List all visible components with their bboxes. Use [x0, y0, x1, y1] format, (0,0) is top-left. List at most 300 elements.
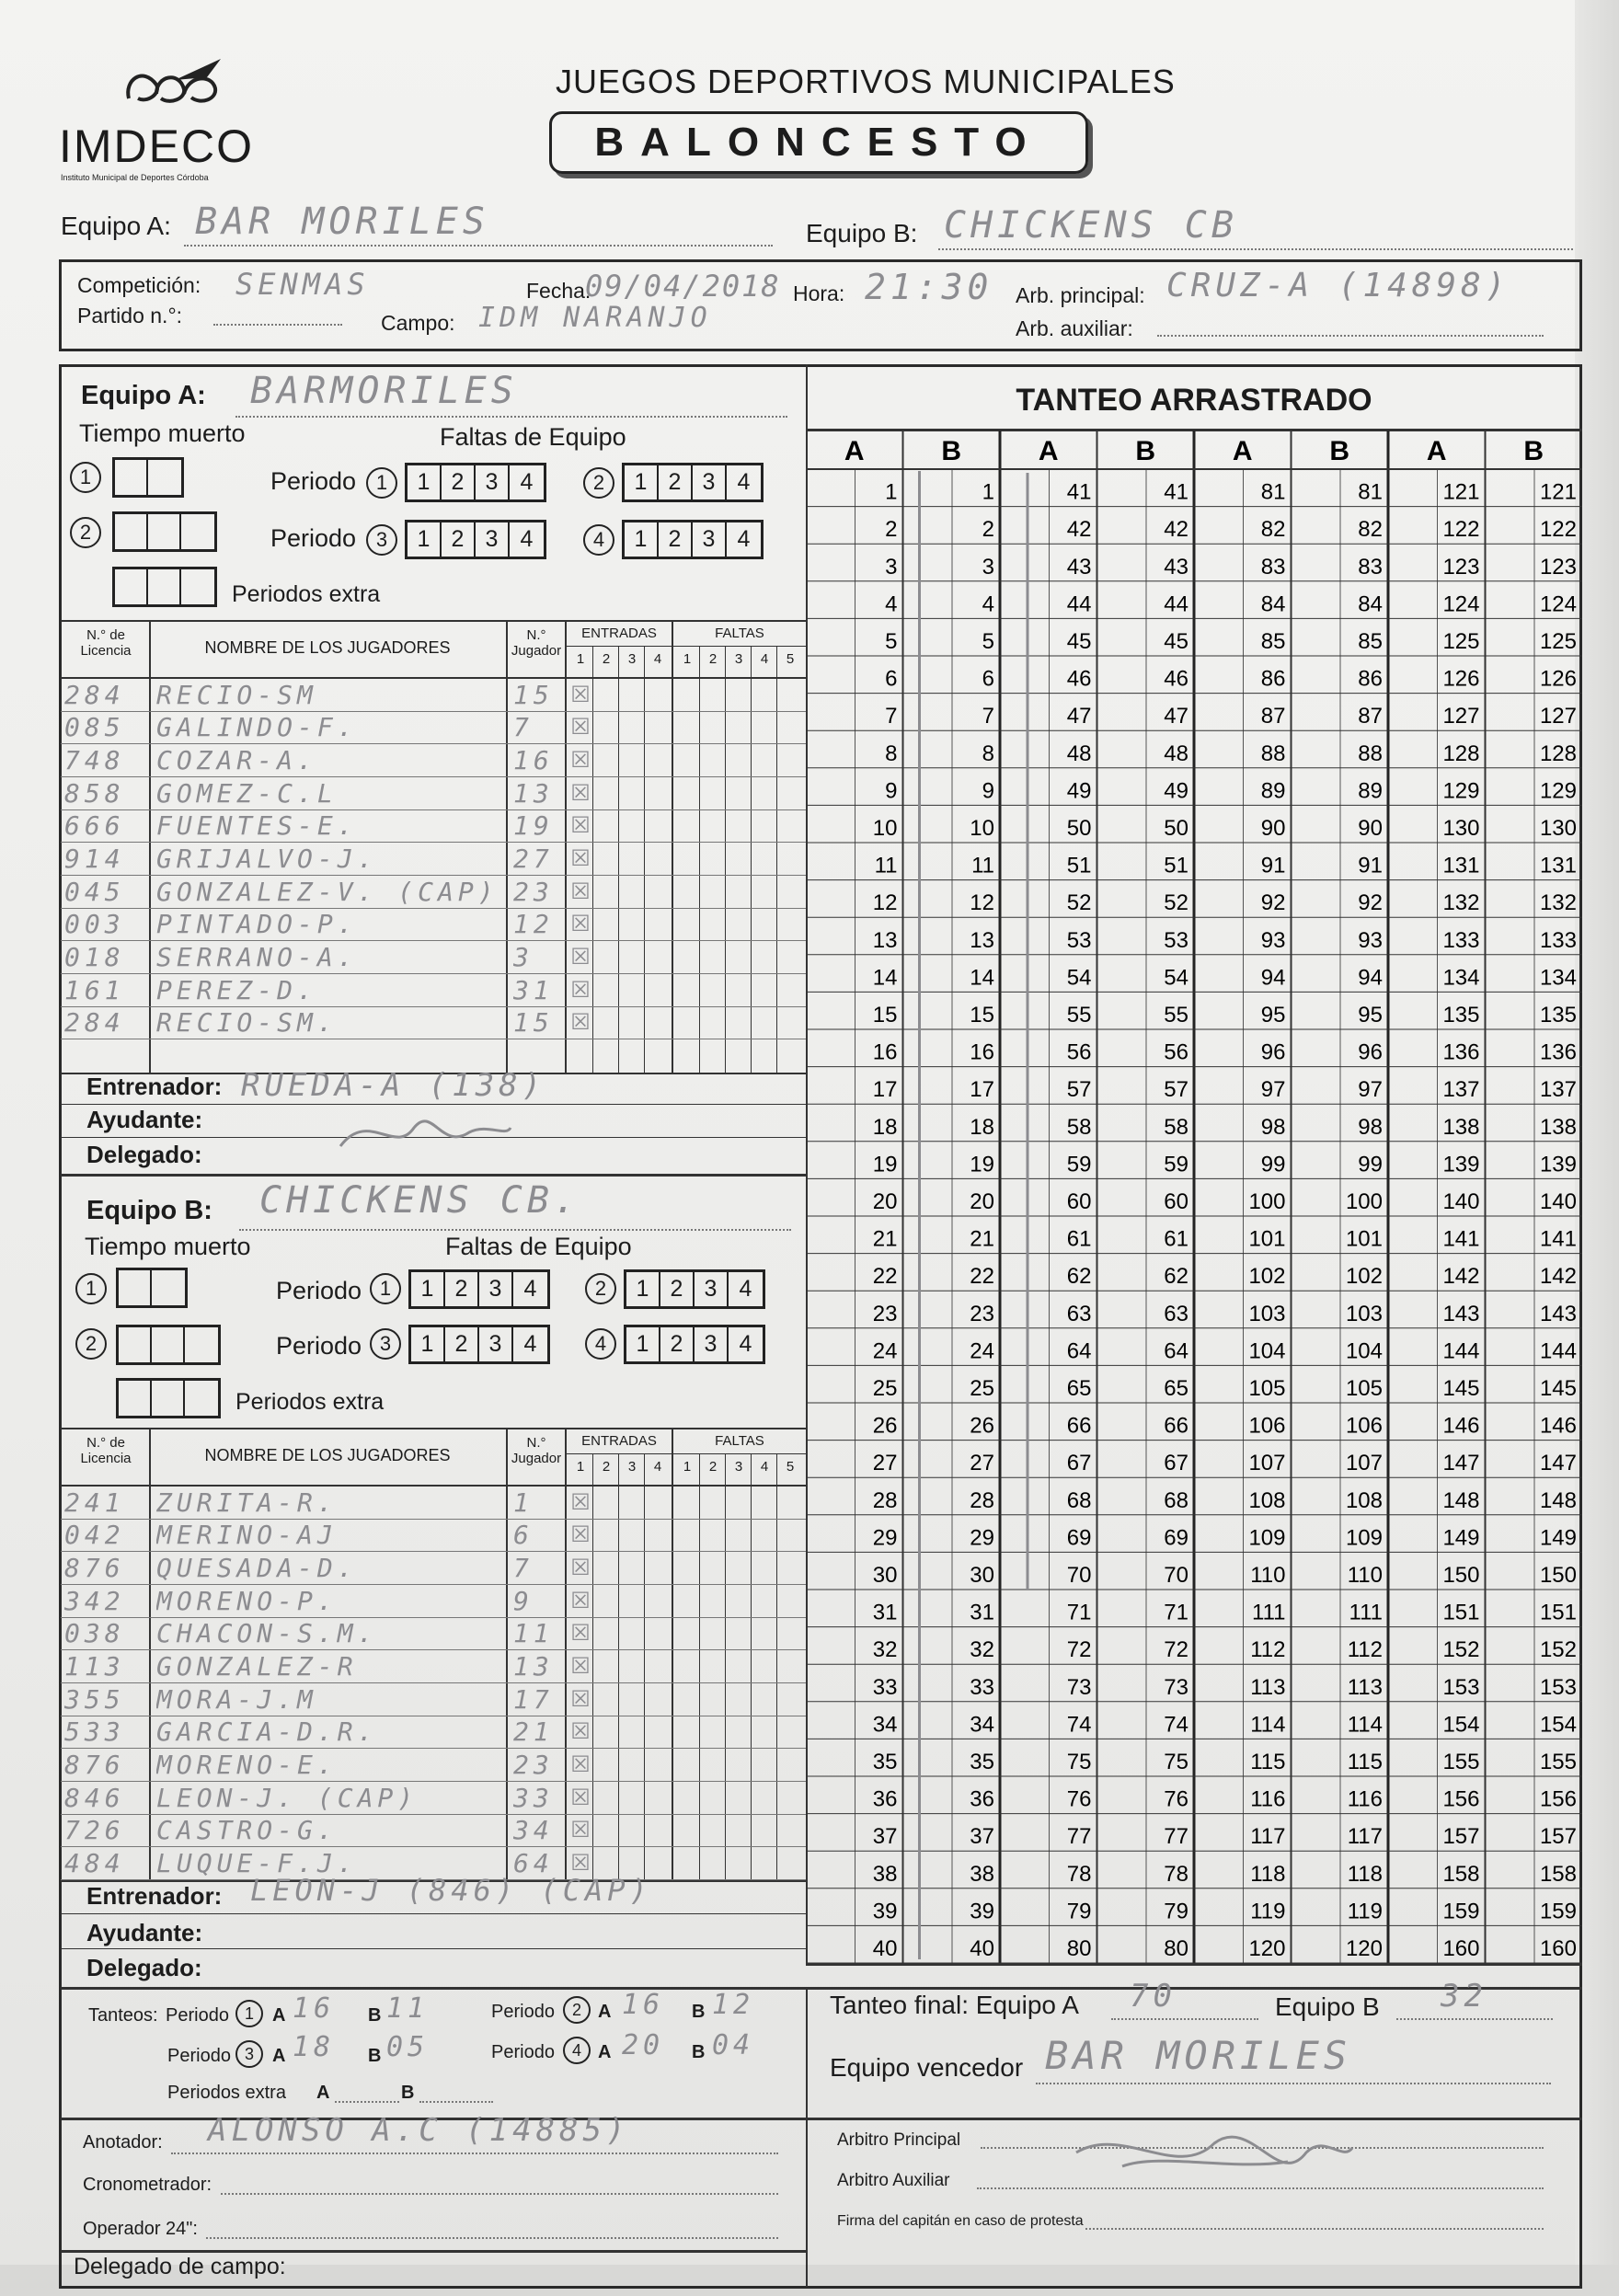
license: 018 [64, 942, 125, 973]
running-score-number-b: 149 [1539, 1525, 1577, 1551]
player-name: FUENTES-E. [156, 810, 358, 842]
running-score-number-b: 107 [1345, 1451, 1383, 1476]
p4-marker: 4 [563, 2037, 591, 2064]
running-score-number-b: 101 [1345, 1226, 1383, 1252]
running-score-number-a: 15 [872, 1003, 898, 1027]
player-number: 13 [513, 1651, 554, 1682]
license: 284 [64, 1007, 125, 1039]
table-row [61, 1552, 806, 1585]
running-score-number-a: 132 [1442, 890, 1480, 916]
foul-col-header: 4 [760, 651, 769, 667]
license: 666 [64, 810, 125, 842]
running-score-number-b: 38 [970, 1861, 994, 1887]
entry-mark: ☒ [570, 1752, 591, 1778]
running-score-number-a: 147 [1442, 1451, 1480, 1476]
delegate-b-label: Delegado: [86, 1954, 202, 1981]
running-score-number-b: 154 [1539, 1712, 1577, 1738]
extra-b-line [419, 2101, 493, 2103]
operator-label: Operador 24": [83, 2219, 198, 2239]
player-name: RECIO-SM. [156, 1007, 338, 1039]
running-score-number-a: 138 [1442, 1114, 1480, 1140]
table-row [61, 1618, 806, 1651]
running-score-number-b: 103 [1345, 1301, 1383, 1326]
running-score-number-b: 113 [1347, 1674, 1383, 1700]
running-score-number-b: 136 [1539, 1039, 1577, 1065]
running-score-number-b: 5 [982, 629, 994, 654]
main-referee-label: Arb. principal: [1016, 283, 1145, 307]
team-b-line [938, 248, 1573, 250]
running-score-number-b: 91 [1358, 853, 1383, 878]
running-score-number-a: 126 [1442, 666, 1480, 692]
running-score-number-b: 56 [1164, 1039, 1188, 1065]
running-score-number-b: 157 [1539, 1824, 1577, 1850]
entry-mark: ☒ [570, 1010, 591, 1036]
extra-periods-label: Periodos extra [167, 2083, 286, 2103]
timeout-half1-marker-a: 1 [70, 462, 101, 493]
player-name: GARCIA-D.R. [156, 1716, 378, 1748]
running-score-number-a: 91 [1260, 853, 1286, 878]
player-number: 27 [513, 844, 554, 875]
captain-sig-label: Firma del capitán en caso de protesta [837, 2213, 1084, 2229]
running-score-number-a: 82 [1260, 517, 1286, 543]
running-score-number-a: 121 [1442, 479, 1480, 505]
running-score-number-a: 139 [1442, 1152, 1480, 1177]
player-number: 11 [513, 1618, 554, 1649]
running-score-number-a: 159 [1442, 1899, 1480, 1924]
running-score-number-a: 125 [1442, 629, 1480, 654]
license: 284 [64, 679, 125, 710]
running-score-number-a: 71 [1066, 1600, 1092, 1625]
p4-a-score: 20 [622, 2029, 665, 2061]
running-score-number-a: 106 [1248, 1413, 1286, 1439]
running-score-number-b: 95 [1358, 1003, 1383, 1027]
foul-col-header: 5 [786, 1459, 795, 1475]
period-1-marker-b: 1 [370, 1273, 401, 1304]
players-table-b [61, 1429, 806, 1880]
table-row [61, 712, 806, 745]
running-score-number-b: 118 [1347, 1861, 1383, 1887]
team-fouls-p2-a[interactable]: 1 2 3 4 [622, 463, 764, 502]
entry-mark: ☒ [570, 748, 591, 774]
team-fouls-p2-b[interactable]: 1 2 3 4 [624, 1269, 765, 1309]
running-score-number-a: 16 [872, 1039, 898, 1065]
running-score-number-b: 93 [1358, 927, 1383, 953]
running-score-number-a: 26 [872, 1413, 898, 1439]
running-score-number-a: 154 [1442, 1712, 1480, 1738]
running-score-number-b: 4 [982, 591, 994, 617]
license: 748 [64, 745, 125, 776]
player-number: 21 [513, 1716, 554, 1748]
number-header-a: N.° Jugador [511, 627, 562, 659]
player-name: MORENO-E. [156, 1750, 338, 1781]
running-score-number-b: 61 [1164, 1226, 1188, 1252]
entry-mark: ☒ [570, 1818, 591, 1843]
section-b-title: Equipo B: [86, 1196, 212, 1225]
team-fouls-p1-b[interactable]: 1 2 3 4 [408, 1269, 550, 1309]
running-score-number-b: 65 [1164, 1376, 1188, 1401]
running-score-number-b: 74 [1164, 1712, 1188, 1738]
player-name: ZURITA-R. [156, 1487, 338, 1518]
running-score-number-a: 3 [885, 554, 898, 580]
entry-mark: ☒ [570, 1522, 591, 1548]
running-score-number-b: 140 [1539, 1189, 1577, 1214]
running-score-number-a: 61 [1066, 1226, 1092, 1252]
running-score-number-a: 37 [872, 1824, 898, 1850]
final-score-label: Tanteo final: Equipo A [830, 1991, 1079, 2019]
entry-mark: ☒ [570, 1489, 591, 1515]
running-score-number-a: 140 [1442, 1189, 1480, 1214]
running-score-number-b: 34 [970, 1712, 994, 1738]
foul-col-header: 1 [683, 651, 692, 667]
running-score-number-a: 73 [1066, 1674, 1092, 1700]
running-col-a-header: A [1426, 436, 1447, 466]
assistant-b-line [61, 1948, 806, 1949]
running-score-number-a: 127 [1442, 704, 1480, 729]
foul-col-header: 2 [708, 651, 718, 667]
team-fouls-p1-a[interactable]: 1 2 3 4 [405, 463, 546, 502]
timeout-boxes-b1[interactable] [116, 1268, 188, 1308]
running-col-a-header: A [844, 436, 865, 466]
running-score-number-a: 102 [1248, 1264, 1286, 1290]
running-score-number-b: 78 [1164, 1861, 1188, 1887]
running-score-number-a: 18 [872, 1114, 898, 1140]
running-score-number-b: 119 [1347, 1899, 1383, 1924]
running-score-number-b: 159 [1539, 1899, 1577, 1924]
p3-a-label: A [272, 2046, 286, 2066]
logo-subtitle: Instituto Municipal de Deportes Córdoba [61, 173, 209, 182]
player-name: CHACON-S.M. [156, 1618, 378, 1649]
license: 003 [64, 909, 125, 940]
page-title: JUEGOS DEPORTIVOS MUNICIPALES [556, 63, 1176, 100]
running-score-number-b: 153 [1539, 1674, 1577, 1700]
player-name: LEON-J. (CAP) [156, 1782, 419, 1813]
section-a-name-line [235, 416, 787, 418]
entry-mark: ☒ [570, 945, 591, 970]
section-b-name-line [239, 1229, 791, 1231]
running-score-number-a: 48 [1066, 740, 1092, 766]
team-b-name: CHICKENS CB [944, 204, 1238, 247]
player-number: 34 [513, 1815, 554, 1846]
running-score-number-b: 148 [1539, 1487, 1577, 1513]
license: 241 [64, 1487, 125, 1518]
running-score-number-a: 122 [1442, 517, 1480, 543]
table-row [61, 1487, 806, 1520]
final-b-line [1396, 2018, 1553, 2020]
running-col-a-header: A [1232, 436, 1253, 466]
running-score-number-b: 10 [970, 816, 994, 841]
running-score-number-b: 97 [1358, 1077, 1383, 1103]
running-score-number-a: 146 [1442, 1413, 1480, 1439]
running-score-number-b: 158 [1539, 1861, 1577, 1887]
section-b-extra-label: Periodos extra [235, 1389, 385, 1415]
license: 858 [64, 777, 125, 809]
running-score-number-b: 116 [1347, 1786, 1383, 1812]
running-score-number-b: 141 [1539, 1226, 1577, 1252]
player-name: MORA-J.M [156, 1683, 317, 1715]
period-2-marker-b: 2 [585, 1273, 616, 1304]
running-score-number-b: 66 [1164, 1413, 1188, 1439]
timeout-boxes-b2[interactable] [116, 1325, 221, 1365]
running-score-number-a: 12 [872, 890, 898, 916]
license-header-a: N.° de Licencia [80, 627, 132, 659]
player-number: 64 [513, 1848, 554, 1879]
running-score-number-a: 20 [872, 1189, 898, 1214]
foul-col-header: 2 [708, 1459, 718, 1475]
running-score-number-b: 126 [1539, 666, 1577, 692]
running-score-number-a: 5 [885, 629, 898, 654]
section-a-extra-label: Periodos extra [232, 581, 381, 607]
p1-marker: 1 [235, 2000, 263, 2027]
running-score-number-b: 42 [1164, 517, 1188, 543]
running-score-number-a: 59 [1066, 1152, 1092, 1177]
running-score-number-a: 119 [1250, 1899, 1286, 1924]
running-score-number-a: 79 [1066, 1899, 1092, 1924]
running-score-number-b: 43 [1164, 554, 1188, 580]
entry-col-header: 3 [627, 651, 637, 667]
p3-b-score: 05 [386, 2031, 430, 2063]
running-score-number-b: 87 [1358, 704, 1383, 729]
running-score-number-a: 84 [1260, 591, 1286, 617]
running-score-number-a: 1 [885, 479, 898, 505]
running-score-number-a: 60 [1066, 1189, 1092, 1214]
running-score-number-a: 96 [1260, 1039, 1286, 1065]
running-score-number-b: 16 [970, 1039, 994, 1065]
player-number: 15 [513, 1007, 554, 1039]
running-score-number-b: 60 [1164, 1189, 1188, 1214]
running-score-number-a: 86 [1260, 666, 1286, 692]
running-score-number-b: 146 [1539, 1413, 1577, 1439]
running-score-number-b: 102 [1345, 1264, 1383, 1290]
license: 085 [64, 712, 125, 743]
assistant-a-label: Ayudante: [86, 1106, 203, 1133]
running-score-number-a: 68 [1066, 1487, 1092, 1513]
running-score-number-b: 133 [1539, 927, 1577, 953]
running-score-number-a: 152 [1442, 1637, 1480, 1663]
p1-a-score: 16 [293, 1992, 336, 2025]
foul-col-header: 5 [786, 651, 795, 667]
license: 113 [64, 1651, 125, 1682]
p1-b-label: B [368, 2005, 382, 2026]
player-number: 33 [513, 1782, 554, 1813]
running-score-number-a: 55 [1066, 1003, 1092, 1027]
running-score-number-b: 73 [1164, 1674, 1188, 1700]
entry-mark: ☒ [570, 1785, 591, 1810]
running-score-number-a: 134 [1442, 965, 1480, 991]
match-number-line [213, 324, 342, 326]
running-score-number-a: 110 [1250, 1563, 1286, 1588]
team-fouls-p3-b[interactable]: 1 2 3 4 [408, 1325, 550, 1364]
running-score-number-b: 22 [970, 1264, 994, 1290]
running-score-number-b: 92 [1358, 890, 1383, 916]
player-number: 7 [513, 1553, 534, 1584]
running-score-number-a: 8 [885, 740, 898, 766]
running-score-number-b: 138 [1539, 1114, 1577, 1140]
team-a-label: Equipo A: [61, 212, 171, 240]
running-score-number-a: 76 [1066, 1786, 1092, 1812]
running-score-number-a: 36 [872, 1786, 898, 1812]
running-score-number-b: 19 [970, 1152, 994, 1177]
table-row [61, 1650, 806, 1683]
running-score-number-b: 67 [1164, 1451, 1188, 1476]
section-a-team-name: BARMORILES [250, 370, 518, 412]
timekeeper-line [221, 2193, 778, 2195]
period-2-marker-a: 2 [583, 467, 614, 499]
running-score-number-a: 145 [1442, 1376, 1480, 1401]
running-score-number-b: 8 [982, 740, 994, 766]
running-col-b-header: B [1329, 436, 1350, 466]
running-score-number-b: 147 [1539, 1451, 1577, 1476]
running-score-number-a: 120 [1248, 1936, 1286, 1961]
team-fouls-p4-b[interactable]: 1 2 3 4 [624, 1325, 765, 1364]
table-row [61, 909, 806, 942]
running-score-number-b: 79 [1164, 1899, 1188, 1924]
running-score-number-b: 41 [1164, 479, 1188, 505]
running-score-number-a: 112 [1250, 1637, 1286, 1663]
running-score-number-b: 143 [1539, 1301, 1577, 1326]
table-row [61, 876, 806, 909]
running-score-number-a: 130 [1442, 816, 1480, 841]
team-a-name: BAR MORILES [195, 201, 489, 243]
player-number: 6 [513, 1520, 534, 1551]
running-score-number-a: 115 [1250, 1750, 1286, 1774]
running-score-number-b: 127 [1539, 704, 1577, 729]
period-1-label-b: Periodo [276, 1277, 362, 1304]
running-score-number-b: 30 [970, 1563, 994, 1588]
running-score-number-b: 9 [982, 778, 994, 804]
player-number: 7 [513, 712, 534, 743]
p1-label: Periodo [166, 2005, 229, 2026]
entry-mark: ☒ [570, 682, 591, 707]
entry-mark: ☒ [570, 1719, 591, 1745]
running-score-number-a: 24 [872, 1338, 898, 1364]
player-number: 15 [513, 679, 554, 710]
section-b-timeout-label: Tiempo muerto [85, 1233, 251, 1260]
player-number: 13 [513, 777, 554, 809]
running-score-number-a: 34 [872, 1712, 898, 1738]
entry-mark: ☒ [570, 1556, 591, 1581]
running-score-number-a: 85 [1260, 629, 1286, 654]
running-score-number-b: 35 [970, 1750, 994, 1774]
delegate-a-label: Delegado: [86, 1141, 202, 1168]
coach-b-label: Entrenador: [86, 1882, 223, 1910]
license: 876 [64, 1750, 125, 1781]
p4-b-label: B [692, 2042, 706, 2062]
running-score-number-a: 21 [872, 1226, 898, 1252]
running-score-number-a: 95 [1260, 1003, 1286, 1027]
running-score-number-b: 160 [1539, 1936, 1577, 1961]
running-score-number-a: 77 [1066, 1824, 1092, 1850]
running-score-number-b: 83 [1358, 554, 1383, 580]
license: 484 [64, 1848, 125, 1879]
extra-timeout-boxes-a[interactable] [112, 567, 217, 607]
extra-timeout-boxes-b[interactable] [116, 1378, 221, 1418]
running-score-number-b: 63 [1164, 1301, 1188, 1326]
running-score-number-a: 133 [1442, 927, 1480, 953]
table-row [61, 1815, 806, 1848]
team-fouls-p3-a[interactable]: 1 2 3 4 [405, 520, 546, 559]
running-score-number-b: 129 [1539, 778, 1577, 804]
running-score-number-b: 40 [970, 1936, 994, 1961]
running-score-number-b: 69 [1164, 1525, 1188, 1551]
running-score-number-a: 23 [872, 1301, 898, 1326]
team-fouls-p4-a[interactable]: 1 2 3 4 [622, 520, 764, 559]
foul-col-header: 3 [734, 651, 743, 667]
running-score-number-a: 14 [872, 965, 898, 991]
running-score-number-a: 75 [1066, 1750, 1092, 1774]
winner-line [1036, 2083, 1551, 2084]
running-score-number-b: 132 [1539, 890, 1577, 916]
running-score-number-b: 90 [1358, 816, 1383, 841]
foul-col-header: 3 [734, 1459, 743, 1475]
p2-b-score: 12 [712, 1989, 755, 2021]
license: 042 [64, 1520, 125, 1551]
running-score-number-b: 77 [1164, 1824, 1188, 1850]
running-score-number-b: 115 [1347, 1750, 1383, 1774]
entry-col-header: 4 [653, 1459, 662, 1475]
running-score-number-b: 151 [1539, 1600, 1577, 1625]
running-score-number-b: 20 [970, 1189, 994, 1214]
running-score-number-a: 28 [872, 1487, 898, 1513]
license: 846 [64, 1782, 125, 1813]
running-score-number-a: 56 [1066, 1039, 1092, 1065]
table-row [61, 810, 806, 844]
running-score-number-b: 72 [1164, 1637, 1188, 1663]
running-score-number-a: 11 [874, 853, 898, 878]
running-score-number-a: 136 [1442, 1039, 1480, 1065]
running-score-number-a: 107 [1248, 1451, 1286, 1476]
player-number: 17 [513, 1683, 554, 1715]
running-score-number-a: 46 [1066, 666, 1092, 692]
period-1-label-a: Periodo [270, 467, 357, 495]
running-score-number-a: 50 [1066, 816, 1092, 841]
running-score-number-a: 153 [1442, 1674, 1480, 1700]
running-score-number-b: 137 [1539, 1077, 1577, 1103]
running-score-number-b: 122 [1539, 517, 1577, 543]
timeout-boxes-a1[interactable] [112, 457, 184, 498]
running-score-number-b: 27 [970, 1451, 994, 1476]
running-score-number-a: 41 [1066, 479, 1092, 505]
running-col-b-header: B [941, 436, 962, 466]
player-name: COZAR-A. [156, 745, 317, 776]
running-score-number-b: 94 [1358, 965, 1383, 991]
running-score-number-b: 23 [970, 1301, 994, 1326]
running-score-number-b: 75 [1164, 1750, 1188, 1774]
aux-referee-line [1157, 335, 1544, 337]
running-score-number-b: 2 [982, 517, 994, 543]
running-score-number-a: 141 [1442, 1226, 1480, 1252]
final-team-b-label: Equipo B [1275, 1992, 1380, 2021]
timeout-boxes-a2[interactable] [112, 511, 217, 552]
entries-header-b: ENTRADAS [581, 1433, 657, 1449]
foul-col-header: 1 [683, 1459, 692, 1475]
license: 876 [64, 1553, 125, 1584]
player-number: 23 [513, 876, 554, 907]
section-a-title: Equipo A: [81, 381, 206, 410]
player-name: MERINO-AJ [156, 1520, 338, 1551]
running-score-number-b: 84 [1358, 591, 1383, 617]
running-score-number-b: 51 [1164, 853, 1188, 878]
running-score-number-a: 45 [1066, 629, 1092, 654]
running-score-number-b: 15 [970, 1003, 994, 1027]
running-score-number-a: 155 [1442, 1750, 1480, 1774]
running-score-number-b: 45 [1164, 629, 1188, 654]
running-score-number-b: 28 [970, 1487, 994, 1513]
running-score-number-a: 98 [1260, 1114, 1286, 1140]
table-row [61, 843, 806, 876]
running-col-a-header: A [1038, 436, 1059, 466]
period-3-label-b: Periodo [276, 1332, 362, 1360]
section-divider-a-b [61, 1174, 806, 1177]
